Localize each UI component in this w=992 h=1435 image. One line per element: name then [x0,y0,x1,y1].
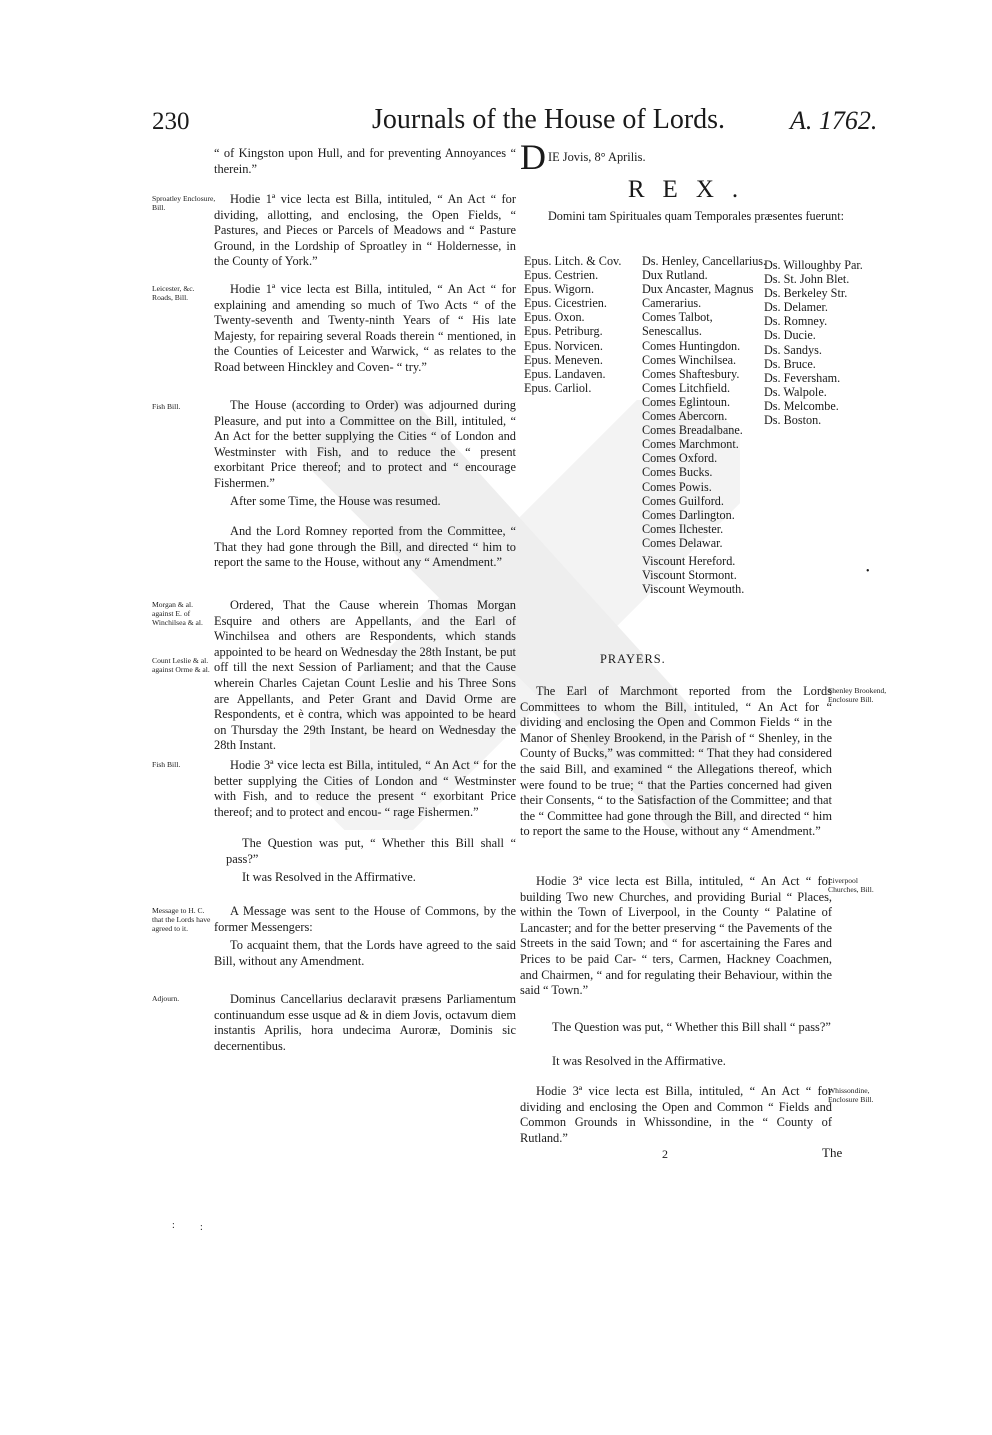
list-item: Viscount Weymouth. [642,582,745,597]
date-text: IE Jovis, 8° Aprilis. [548,150,646,164]
list-item: Comes Eglintoun. [642,394,731,409]
running-title: Journals of the House of Lords. [372,104,726,135]
list-item: Epus. Landaven. [524,366,606,381]
bishops-list [524,254,621,395]
margin-note-morgan: Morgan & al. against E. of Winchilsea & al. [152,600,203,627]
adjournment-text: Dominus Cancellarius declaravit præsens Parliamentum continuandum esse usque ad & in diem Jovis, octavum diem instantis Aprilis, hora undecima Auroræ, Dominis sic decernentibus. [214,992,516,1053]
drop-cap: D [520,137,546,177]
margin-note-shenley: Shenley Brookend, Enclosure Bill. [828,686,887,704]
page-header [0,104,992,138]
list-item: Ds. Romney. [764,314,828,329]
margin-note-liverpool: Liverpool Churches, Bill. [828,876,874,894]
margin-note-fish-2: Fish Bill. [152,760,181,769]
list-item: Ds. Melcombe. [764,398,839,413]
list-item: Comes Talbot, Senescallus. [642,310,713,339]
list-item: Ds. Willoughby Par. [764,258,863,272]
list-item: Comes Marchmont. [642,437,739,452]
list-item: Comes Guilford. [642,493,724,508]
list-item: Comes Abercorn. [642,409,728,424]
barons-list [764,258,863,427]
list-item: Epus. Litch. & Cov. [524,254,622,268]
roads-bill-text: Hodie 1ª vice lecta est Billa, intituled, “ An Act “ for explaining and amending so much of Two Acts “ of the Twenty-seventh and Twenty-ninth Years of “ His late Majesty, for repairing several Roads therein “ mentioned, in the Counties of Leicester and Warwick, “ as relates to the Road between Hinckley and Coven- “ try.” [214,282,516,374]
margin-note-sproatley: Sproatley Enclosure, Bill. [152,194,216,212]
list-item: Viscount Hereford. [642,553,736,568]
question-put-text-2: The Question was put, “ Whether this Bill shall “ pass?” [552,1020,831,1034]
signature-mark: 2 [662,1147,668,1161]
prayers-heading: PRAYERS. [600,652,666,666]
list-item: Viscount Stormont. [642,568,737,583]
margin-note-message: Message to H. C. that the Lords have agreed to it. [152,906,211,933]
date-heading [520,137,864,177]
list-item: Ds. Feversham. [764,370,841,385]
list-item: Ds. Bruce. [764,356,816,371]
list-item: Comes Delawar. [642,535,723,550]
acquaint-text: To acquaint them, that the Lords have agreed to the said Bill, without any Amendment. [214,938,516,968]
list-item: Comes Winchilsea. [642,352,737,367]
list-item: Comes Shaftesbury. [642,366,740,381]
list-item: Epus. Cicestrien. [524,296,607,311]
list-item: Comes Litchfield. [642,380,731,395]
continuation-text: “ of Kingston upon Hull, and for preventing Annoyances “ therein.” [214,146,516,176]
list-item: Ds. Walpole. [764,384,827,399]
rex-heading: REX. [627,176,757,203]
margin-note-leslie: Count Leslie & al. against Orme & al. [152,656,210,674]
ordered-cause-text: Ordered, That the Cause wherein Thomas Morgan Esquire and others are Appellants, and the Earl of Winchilsea and others are Respondents, which stands appointed to be heard on Wednesday the 28th Instant, be put off till the next Session of Parliament; and that the Cause wherein Charles Cajetan Count Leslie and his Three Sons are Appellants, and Peter Grant and David Orme are Respondents, et è contra, which was appointed to be heard on Thursday the 29th Instant, be heard on Wednesday the 28th Instant. [214,598,516,753]
margin-note-roads: Leicester, &c. Roads, Bill. [152,284,195,302]
list-item: Comes Ilchester. [642,521,724,536]
list-item: Ds. Sandys. [764,342,822,357]
list-item: Comes Huntingdon. [642,338,741,353]
shenley-report-text: The Earl of Marchmont reported from the Lords Committees to whom the Bill, intituled, “ An Act for “ dividing and enclosing the Open and Common Fields “ in the Manor of Shenley Brookend, in the Parish of “ Shenley, in the County of Bucks,” was committed: “ That they had considered the said Bill, and examined “ the Allegations thereof, which were found to be true; “ that the Parties concerned had given their Consents, “ to the Satisfaction of the Committee; and that the “ Committee had gone through the Bill, and directed “ him to report the same to the House, without any “ Amendment.” [520,684,832,839]
list-item: Epus. Cestrien. [524,268,599,283]
list-item: Dux Ancaster, Magnus Camerarius. [642,282,754,311]
list-item: Ds. Delamer. [764,300,828,315]
list-item: Ds. Henley, Cancellarius. [642,254,767,268]
list-item: Epus. Carliol. [524,380,592,395]
page-number: 230 [152,108,190,135]
resolved-text: It was Resolved in the Affirmative. [242,870,416,884]
list-item: Epus. Meneven. [524,352,603,367]
list-item: Ds. Boston. [764,413,822,428]
sproatley-bill-text: Hodie 1ª vice lecta est Billa, intituled, “ An Act “ for dividing, allotting, and enclosing, the Open Fields, “ Pastures, and Pieces or Parcels of Meadows and “ Pasture Ground, in the Lordship of Sproatley in “ Holdernesse, in the County of York.” [214,192,516,269]
list-item: Epus. Wigorn. [524,282,595,297]
list-item: Comes Oxford. [642,451,718,466]
message-text: A Message was sent to the House of Commons, by the former Messengers: [214,904,516,934]
list-item: Comes Powis. [642,479,712,494]
list-item: Epus. Petriburg. [524,324,603,339]
attendance-intro: Domini tam Spirituales quam Temporales præsentes fuerunt: [547,209,845,223]
ink-speck: • [866,566,870,577]
margin-note-adjourn: Adjourn. [152,994,180,1003]
liverpool-bill-text: Hodie 3ª vice lecta est Billa, intituled, “ An Act “ for building Two new Churches, and providing Burial “ Places, within the Town of Liverpool, in the County “ Palatine of Lancaster; and for the better preserving “ the Pavements of the Streets in the said Town; and “ for ascertaining the Fares and Prices to be paid Car- “ ters, Carmen, Hackney Coachmen, and Chairmen, “ and for regulating their Behaviour, within the said “ Town.” [520,874,832,998]
margin-note-whissondine: Whissondine, Enclosure Bill. [828,1086,874,1104]
list-item: Epus. Oxon. [524,310,585,325]
header-year: A. 1762. [790,106,878,135]
fish-committee-text: The House (according to Order) was adjourned during Pleasure, and put into a Committee on the Bill, intituled, “ An Act for the better supplying the Cities “ of London and Westminster with Fish, and to reduce the “ present exorbitant Price thereof; and to protect and “ encourage Fishermen.” [214,398,516,490]
list-item: Comes Bucks. [642,465,713,480]
catchword: The [822,1145,843,1160]
list-item: Comes Darlington. [642,507,735,522]
list-item: Comes Breadalbane. [642,423,743,438]
peers-list [642,254,768,596]
list-item: Ds. St. John Blet. [764,272,850,287]
margin-note-fish: Fish Bill. [152,402,181,411]
romney-report-text: And the Lord Romney reported from the Committee, “ That they had gone through the Bill, and directed “ him to report the same to the House, without any “ Amendment.” [214,524,516,570]
list-item: Ds. Ducie. [764,328,816,343]
resolved-text-2: It was Resolved in the Affirmative. [552,1054,726,1068]
question-put-text: The Question was put, “ Whether this Bill shall “ pass?” [226,836,516,866]
list-item: Dux Rutland. [642,268,708,283]
list-item: Ds. Berkeley Str. [764,286,848,301]
fish-bill-third-reading: Hodie 3ª vice lecta est Billa, intituled, “ An Act “ for the better supplying the Cities of London and “ Westminster with Fish, and to reduce the present “ exorbitant Price thereof; and to protect and encou- “ rage Fishermen.” [214,758,516,819]
ink-speck: : [172,1220,175,1231]
list-item: Epus. Norvicen. [524,338,603,353]
whissondine-bill-text: Hodie 3ª vice lecta est Billa, intituled, “ An Act “ for dividing and enclosing the Open and Common “ Fields and Common Grounds in Whissondine, in the “ County of Rutland.” [520,1084,832,1145]
house-resumed-text: After some Time, the House was resumed. [230,494,441,508]
ink-speck: : [200,1222,203,1233]
